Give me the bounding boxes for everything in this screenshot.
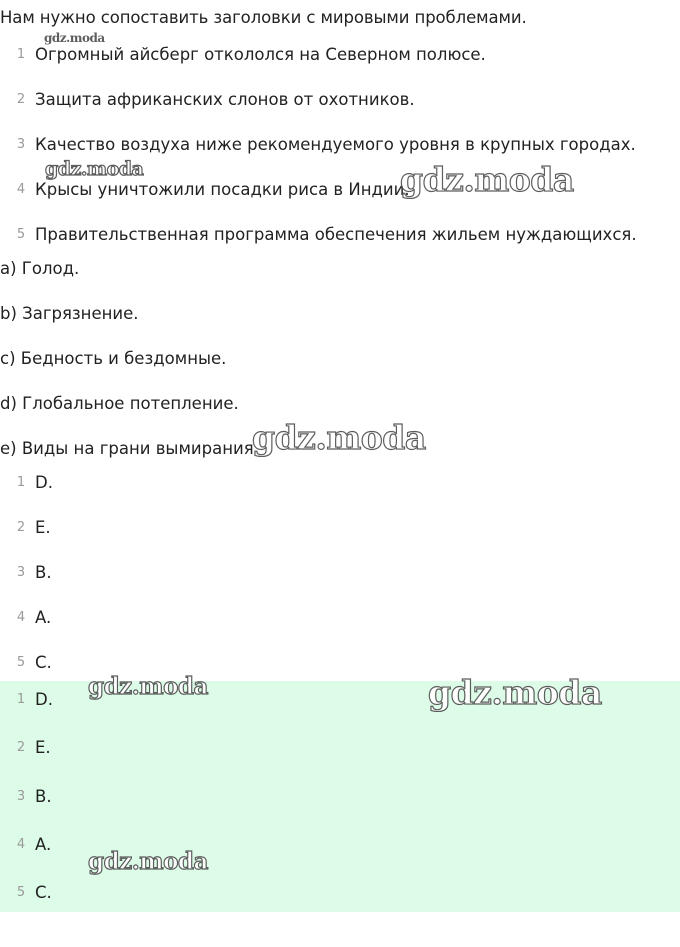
answer-number: 1 [16,475,26,490]
option-c: c) Бедность и бездомные. [0,349,227,368]
answer-text: B. [35,563,52,582]
headline-number: 3 [16,137,26,152]
watermark: gdz.moda [88,848,208,875]
option-e: e) Виды на грани вымирания. [0,439,259,458]
answer-number: 2 [16,740,26,755]
answer-number: 2 [16,520,26,535]
answer-number: 4 [16,610,26,625]
answer-number: 3 [16,565,26,580]
headline-text: Качество воздуха ниже рекомендуемого уровня в крупных городах. [35,135,636,154]
watermark: gdz.moda [45,158,144,180]
answer-number: 3 [16,789,26,804]
answer-text: E. [35,738,51,757]
answer-text: A. [35,835,52,854]
headline-text: Правительственная программа обеспечения жильем нуждающихся. [35,225,637,244]
answer-text: D. [35,690,53,709]
watermark: gdz.moda [252,418,426,457]
answer-highlight-box [0,681,680,912]
watermark: gdz.moda [88,673,208,700]
headline-number: 5 [16,227,26,242]
answer-number: 1 [16,692,26,707]
option-b: b) Загрязнение. [0,304,139,323]
answer-text: E. [35,518,51,537]
answer-text: B. [35,787,52,806]
answer-text: A. [35,608,52,627]
answer-text: D. [35,473,53,492]
headline-text: Огромный айсберг откололся на Северном полюсе. [35,45,486,64]
answer-number: 4 [16,837,26,852]
headline-number: 4 [16,182,26,197]
headline-number: 2 [16,92,26,107]
option-a: a) Голод. [0,259,80,278]
answer-number: 5 [16,655,26,670]
answer-text: C. [35,653,52,672]
watermark: gdz.moda [428,673,602,712]
headline-text: Защита африканских слонов от охотников. [35,90,415,109]
option-d: d) Глобальное потепление. [0,394,239,413]
headline-number: 1 [16,47,26,62]
watermark: gdz.moda [400,160,574,199]
answer-number: 5 [16,885,26,900]
watermark: gdz.moda [44,31,105,45]
answer-text: C. [35,883,52,902]
headline-text: Крысы уничтожили посадки риса в Индии. [35,180,410,199]
task-intro: Нам нужно сопоставить заголовки с мировыми проблемами. [0,8,527,27]
